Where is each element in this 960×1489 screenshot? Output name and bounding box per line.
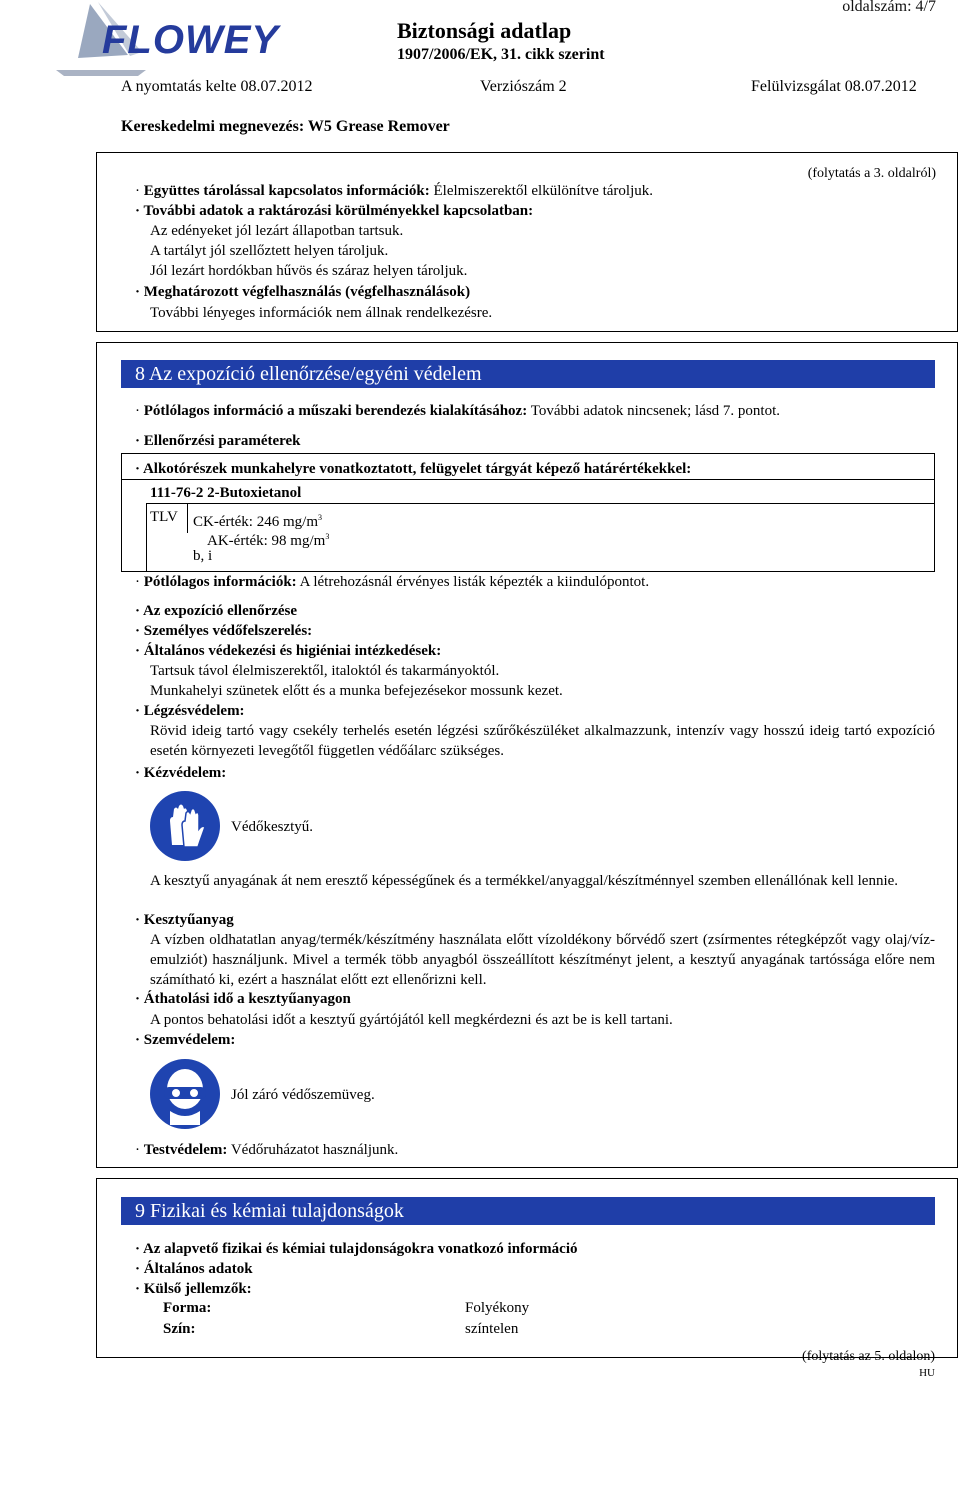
exposure-control: · Az expozíció ellenőrzése: [135, 603, 298, 619]
tlv-label: TLV: [150, 509, 178, 525]
basic-info-label: · Az alapvető fizikai és kémiai tulajdonságokra vonatkozó információ: [135, 1241, 578, 1257]
substance-name: 111-76-2 2-Butoxietanol: [150, 485, 302, 501]
hand-protection-label: · Kézvédelem:: [135, 765, 227, 781]
end-use-text: További lényeges információk nem állnak rendelkezésre.: [150, 305, 493, 321]
section9-title: 9 Fizikai és kémiai tulajdonságok: [121, 1197, 935, 1225]
tlv-divider: [187, 503, 188, 533]
goggles-caption: Jól záró védőszemüveg.: [231, 1087, 375, 1103]
appearance-label: · Külső jellemzők:: [135, 1281, 252, 1297]
penetration-text: A pontos behatolási időt a kesztyű gyártójától kell megkérdezni és azt be is kell tartani.: [150, 1012, 673, 1028]
respiratory-label: · Légzésvédelem:: [135, 703, 245, 719]
trade-name: Kereskedelmi megnevezés: W5 Grease Remover: [121, 118, 450, 135]
eye-protection-label: · Szemvédelem:: [135, 1032, 236, 1048]
continued-on-note: (folytatás az 5. oldalon): [802, 1349, 935, 1364]
ak-value: AK-érték: 98 $mg/m^3$: [207, 532, 330, 549]
components-label: · Alkotórészek munkahelyre vonatkoztatott, felügyelet tárgyát képező határértékekkel:: [135, 461, 692, 477]
glove-requirement-text: A kesztyű anyagának át nem eresztő képességűnek és a termékkel/anyaggal/készítménnyel szemben ellenállónak kell lennie.: [150, 873, 899, 889]
color-label: Szín:: [163, 1321, 196, 1337]
document-subtitle: 1907/2006/EK, 31. cikk szerint: [397, 46, 605, 63]
continued-from-note: (folytatás a 3. oldalról): [807, 166, 936, 181]
hygiene-line: Tartsuk távol élelmiszerektől, italoktól és takarmányoktól.: [150, 663, 500, 679]
form-value: Folyékony: [465, 1300, 530, 1316]
section8-title: 8 Az expozíció ellenőrzése/egyéni védelem: [121, 360, 935, 388]
storage-conditions-label: · További adatok a raktározási körülményekkel kapcsolatban:: [135, 203, 534, 219]
notes: b, i: [193, 548, 213, 564]
additional-info-line: · Pótlólagos információk: A létrehozásnál érvényes listák képezték a kiindulópontot.: [135, 574, 650, 590]
version: Verziószám 2: [480, 78, 567, 95]
print-date: A nyomtatás kelte 08.07.2012: [121, 78, 313, 95]
joint-storage-line: · Együttes tárolással kapcsolatos információk: Élelmiszerektől elkülönítve tároljuk.: [135, 183, 654, 199]
gloves-caption: Védőkesztyű.: [231, 819, 314, 835]
respiratory-text: Rövid ideig tartó vagy csekély terhelés esetén légzési szűrőkészüléket alkalmazzunk, intenzív vagy hosszú ideig tartó expozíció esetén környezeti levegőtől független védőálarc szükséges.: [150, 723, 935, 759]
language-code: HU: [919, 1367, 935, 1379]
technical-info-line: · Pótlólagos információ a műszaki berendezés kialakításához: További adatok nincsenek; lásd 7. pontot.: [135, 403, 781, 419]
glove-material-text: A vízben oldhatatlan anyag/termék/készítmény használata előtt vízoldékony bőrvédő szert (zsírmentes rétegképzőt vagy olaj/víz-emulziót) használjunk. Mivel a termék több anyagból összeállított készítményt jelent, a kesztyű anyagának tartóssága előre nem számítható ki, ezért a használat előtt ezt ellenőrizni kell.: [150, 932, 935, 988]
document-title: Biztonsági adatlap: [397, 18, 572, 43]
color-value: színtelen: [465, 1321, 519, 1337]
divider: [121, 479, 935, 480]
form-label: Forma:: [163, 1300, 212, 1316]
end-use-label: · Meghatározott végfelhasználás (végfelhasználások): [135, 284, 471, 300]
penetration-label: · Áthatolási idő a kesztyűanyagon: [135, 991, 351, 1007]
ppe-label: · Személyes védőfelszerelés:: [135, 623, 313, 639]
review-date: Felülvizsgálat 08.07.2012: [751, 78, 917, 95]
ck-value: CK-érték: 246 $mg/m^3$: [193, 513, 322, 530]
body-protection-line: · Testvédelem: Védőruházatot használjunk.: [135, 1142, 399, 1158]
hygiene-label: · Általános védekezési és higiéniai intézkedések:: [135, 643, 442, 659]
general-data-label: · Általános adatok: [135, 1261, 253, 1277]
logo: [50, 0, 310, 80]
storage-line: Az edényeket jól lezárt állapotban tartsuk.: [150, 223, 404, 239]
control-params: · Ellenőrzési paraméterek: [135, 433, 301, 449]
glove-material-label: · Kesztyűanyag: [135, 912, 234, 928]
gloves-icon: [150, 791, 220, 861]
hygiene-line: Munkahelyi szünetek előtt és a munka befejezésekor mossunk kezet.: [150, 683, 563, 699]
page-number: oldalszám: 4/7: [842, 0, 936, 15]
storage-line: A tartályt jól szellőztett helyen tároljuk.: [150, 243, 389, 259]
goggles-icon: [150, 1059, 220, 1129]
storage-line: Jól lezárt hordókban hűvös és száraz helyen tároljuk.: [150, 263, 468, 279]
logo-wordmark: FLOWEY: [102, 18, 280, 62]
